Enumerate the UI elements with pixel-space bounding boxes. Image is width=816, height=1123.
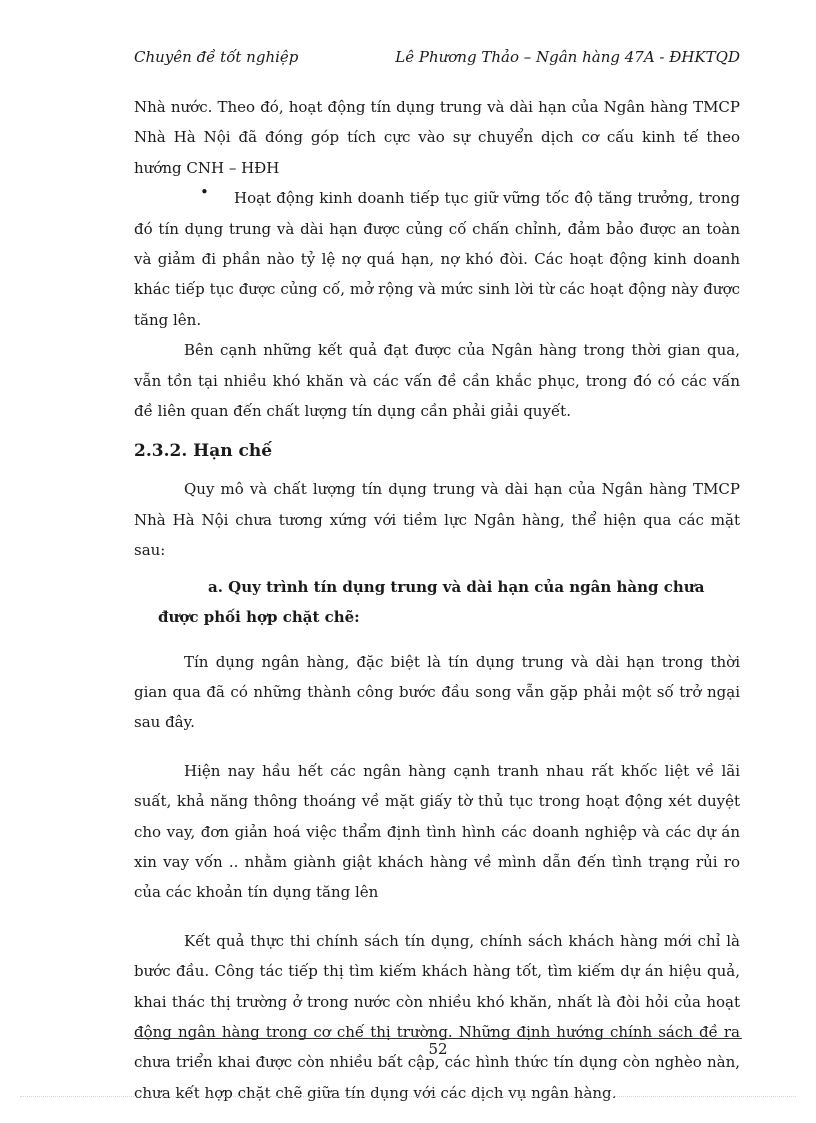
paragraph-6: Hiện nay hầu hết các ngân hàng cạnh tranh nhau rất khốc liệt về lãi suất, khả năng thông thoáng về mặt giấy tờ thủ tục trong hoạt động xét duyệt cho vay, đơn giản hoá việc thẩm định tình hình các doanh nghiệp và các dự án xin vay vốn .. nhằm giành giật khách hàng về mình dẫn đến tình trạng rủi ro của các khoản tín dụng tăng lên: [134, 761, 740, 902]
subheading: a. Quy trình tín dụng trung và dài hạn của ngân hàng chưa được phối hợp chặt chẽ:: [158, 577, 705, 627]
paragraph-7: Kết quả thực thi chính sách tín dụng, chính sách khách hàng mới chỉ là bước đầu. Công tác tiếp thị tìm kiếm khách hàng tốt, tìm kiếm dự án hiệu quả, khai thác thị trường ở trong nước còn nhiều khó khăn, nhất là đòi hỏi của hoạt động ngân hàng trong cơ chế thị trường. Những định hướng chính sách đề ra chưa triển khai được còn nhiều bất cập, các hình thức tín dụng còn nghèo nàn, chưa kết hợp chặt chẽ giữa tín dụng với các dịch vụ ngân hàng.: [134, 931, 740, 1102]
section-title: 2.3.2. Hạn chế: [134, 441, 273, 462]
bullet-icon: •: [200, 183, 209, 202]
paragraph-3: Bên cạnh những kết quả đạt được của Ngân hàng trong thời gian qua, vẫn tồn tại nhiều khó khăn và các vấn đề cần khắc phục, trong đó có các vấn đề liên quan đến chất lượng tín dụng cần phải giải quyết.: [134, 341, 740, 421]
footer-divider: [134, 1038, 742, 1039]
page-body: [134, 92, 740, 1108]
paragraph-4: Quy mô và chất lượng tín dụng trung và dài hạn của Ngân hàng TMCP Nhà Hà Nội chưa tương xứng với tiềm lực Ngân hàng, thể hiện qua các mặt sau:: [134, 480, 740, 560]
bullet-item: [134, 183, 740, 335]
page-header: [134, 48, 740, 70]
header-doc-title: Chuyên đề tốt nghiệp: [134, 48, 299, 66]
paragraph-1: Nhà nước. Theo đó, hoạt động tín dụng trung và dài hạn của Ngân hàng TMCP Nhà Hà Nội đã đóng góp tích cực vào sự chuyển dịch cơ cấu kinh tế theo hướng CNH – HĐH: [134, 98, 740, 177]
paragraph-2: Hoạt động kinh doanh tiếp tục giữ vững tốc độ tăng trưởng, trong đó tín dụng trung và dài hạn được củng cố chấn chỉnh, đảm bảo được an toàn và giảm đi phần nào tỷ lệ nợ quá hạn, nợ khó đòi. Các hoạt động kinh doanh khác tiếp tục được củng cố, mở rộng và mức sinh lời từ các hoạt động này được tăng lên.: [134, 189, 740, 329]
header-author: Lê Phương Thảo – Ngân hàng 47A - ĐHKTQD: [395, 48, 740, 66]
page-number: 52: [428, 1040, 448, 1058]
paragraph-5: Tín dụng ngân hàng, đặc biệt là tín dụng trung và dài hạn trong thời gian qua đã có những thành công bước đầu song vẫn gặp phải một số trở ngại sau đây.: [134, 652, 740, 732]
page-edge-divider: [20, 1096, 796, 1097]
